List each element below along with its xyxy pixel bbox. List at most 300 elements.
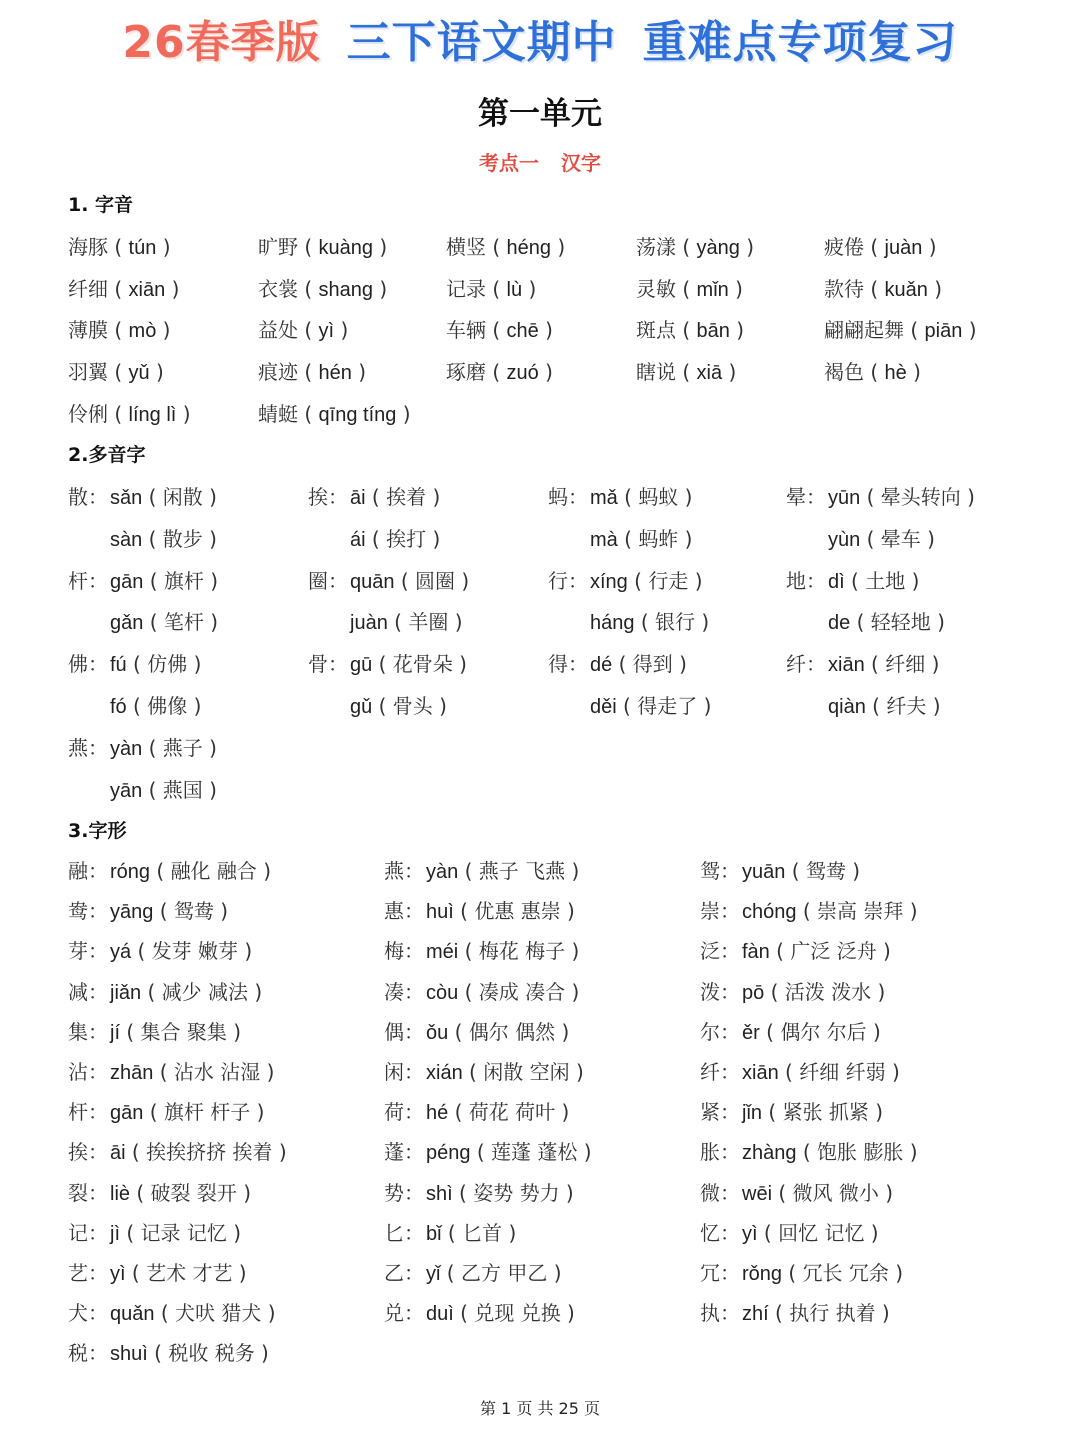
words: 荷花 荷叶 bbox=[468, 1100, 556, 1125]
words: 挨着 bbox=[386, 485, 427, 509]
pinyin: bān bbox=[696, 320, 730, 343]
paren-open: ( bbox=[108, 318, 129, 343]
words: 鸳鸯 bbox=[805, 859, 846, 883]
glyph-item bbox=[700, 1218, 879, 1249]
words: 鸳鸯 bbox=[173, 899, 214, 924]
pinyin: qīng tíng bbox=[318, 403, 397, 426]
polyphonic-item bbox=[786, 691, 941, 722]
paren-close: ) bbox=[426, 485, 441, 509]
polyphonic-item bbox=[68, 733, 217, 764]
paren-close: ) bbox=[250, 1100, 265, 1125]
pinyin: de bbox=[828, 612, 851, 635]
pronunciation-item bbox=[68, 232, 171, 263]
words: 蚂蚁 bbox=[638, 485, 679, 509]
point-title bbox=[0, 148, 1080, 178]
pinyin: yàn bbox=[110, 737, 143, 760]
paren-close: ) bbox=[226, 1220, 242, 1245]
pinyin: héng bbox=[506, 237, 552, 259]
pronunciation-item bbox=[258, 232, 387, 263]
paren-open: ( bbox=[372, 694, 393, 718]
polyphonic-item bbox=[786, 649, 939, 680]
paren-open: ( bbox=[676, 235, 697, 259]
pronunciation-item bbox=[68, 399, 191, 430]
glyph-item bbox=[700, 856, 860, 887]
word: 伶俐 bbox=[68, 401, 108, 426]
pinyin: jí bbox=[110, 1021, 120, 1044]
paren-open: ( bbox=[676, 318, 697, 343]
character: 芽： bbox=[68, 939, 108, 964]
paren-open: ( bbox=[796, 1140, 818, 1165]
pinyin: zuó bbox=[506, 362, 539, 385]
paren-open: ( bbox=[860, 526, 881, 551]
word: 横竖 bbox=[446, 235, 486, 259]
paren-open: ( bbox=[142, 485, 163, 509]
paren-open: ( bbox=[125, 1140, 147, 1165]
character: 乙： bbox=[384, 1261, 424, 1285]
pinyin: wēi bbox=[742, 1182, 773, 1205]
paren-close: ) bbox=[156, 235, 171, 259]
paren-open: ( bbox=[452, 1180, 474, 1205]
paren-open: ( bbox=[785, 859, 806, 883]
paren-open: ( bbox=[458, 859, 479, 883]
paren-open: ( bbox=[676, 276, 697, 301]
paren-open: ( bbox=[387, 610, 409, 635]
polyphonic-item bbox=[548, 649, 687, 680]
glyph-item bbox=[68, 1338, 269, 1369]
character: 散： bbox=[68, 485, 108, 509]
paren-close: ) bbox=[448, 610, 463, 635]
section-title-pronunciation: 1. 字音 bbox=[68, 194, 134, 216]
character: 紧： bbox=[700, 1100, 740, 1125]
words: 轻轻地 bbox=[870, 610, 931, 635]
paren-close: ) bbox=[905, 568, 920, 593]
paren-open: ( bbox=[772, 1180, 793, 1205]
glyph-item bbox=[384, 856, 579, 887]
paren-open: ( bbox=[298, 276, 319, 301]
words: 散步 bbox=[162, 526, 203, 551]
words: 纤细 纤弱 bbox=[799, 1060, 886, 1084]
glyph-item bbox=[384, 1017, 569, 1048]
paren-close: ) bbox=[559, 1180, 574, 1205]
polyphonic-item bbox=[308, 607, 463, 638]
paren-open: ( bbox=[142, 777, 163, 802]
paren-close: ) bbox=[396, 401, 411, 426]
pronunciation-item bbox=[446, 357, 553, 388]
words: 兑现 兑换 bbox=[474, 1301, 561, 1326]
words: 冗长 冗余 bbox=[802, 1261, 889, 1285]
paren-open: ( bbox=[768, 1301, 790, 1326]
glyph-item bbox=[384, 1137, 592, 1168]
paren-open: ( bbox=[616, 694, 638, 718]
glyph-item bbox=[384, 1097, 569, 1128]
pinyin: gǎn bbox=[110, 612, 144, 635]
character: 艺： bbox=[68, 1261, 108, 1285]
pinyin: lù bbox=[506, 278, 523, 301]
pinyin: āi bbox=[350, 487, 366, 509]
character: 裂： bbox=[68, 1180, 108, 1205]
words: 执行 执着 bbox=[789, 1301, 876, 1326]
paren-open: ( bbox=[796, 899, 818, 924]
pinyin: shì bbox=[426, 1182, 453, 1205]
pinyin: ái bbox=[350, 528, 366, 551]
paren-close: ) bbox=[203, 610, 219, 635]
pinyin: yàng bbox=[696, 237, 740, 259]
paren-open: ( bbox=[860, 485, 881, 509]
polyphonic-item bbox=[68, 566, 218, 597]
paren-close: ) bbox=[203, 568, 219, 593]
paren-close: ) bbox=[569, 1060, 584, 1084]
character: 冗： bbox=[700, 1261, 740, 1285]
unit-title: 第一单元 bbox=[478, 96, 602, 132]
paren-open: ( bbox=[850, 610, 871, 635]
glyph-item bbox=[700, 1097, 883, 1128]
pinyin: yǔ bbox=[128, 362, 150, 385]
paren-open: ( bbox=[153, 1060, 174, 1084]
pronunciation-item bbox=[446, 232, 565, 263]
pinyin: jǐn bbox=[742, 1102, 763, 1125]
pronunciation-item bbox=[636, 357, 736, 388]
pinyin: gān bbox=[110, 570, 144, 593]
word: 蜻蜓 bbox=[258, 401, 298, 426]
paren-open: ( bbox=[147, 1341, 169, 1366]
pronunciation-item bbox=[824, 357, 921, 388]
word: 琢磨 bbox=[446, 360, 486, 385]
pronunciation-item bbox=[446, 274, 536, 305]
paren-open: ( bbox=[676, 360, 697, 385]
glyph-item bbox=[384, 896, 575, 927]
character: 佛： bbox=[68, 652, 108, 677]
paren-open: ( bbox=[108, 401, 129, 426]
character: 泛： bbox=[700, 939, 740, 964]
glyph-item bbox=[68, 936, 252, 967]
pinyin: duì bbox=[426, 1303, 454, 1326]
character: 融： bbox=[68, 859, 108, 883]
pinyin: líng lì bbox=[128, 403, 177, 426]
paren-close: ) bbox=[334, 318, 349, 343]
words: 集合 聚集 bbox=[140, 1019, 227, 1044]
words: 崇高 崇拜 bbox=[817, 899, 904, 924]
character: 地： bbox=[786, 568, 826, 593]
paren-close: ) bbox=[248, 979, 263, 1004]
pinyin: tún bbox=[128, 237, 157, 259]
paren-close: ) bbox=[878, 1180, 894, 1205]
paren-open: ( bbox=[462, 1060, 484, 1084]
paren-close: ) bbox=[202, 735, 217, 760]
polyphonic-item bbox=[308, 649, 467, 680]
pinyin: yǐ bbox=[426, 1263, 441, 1285]
paren-close: ) bbox=[695, 610, 710, 635]
paren-open: ( bbox=[298, 235, 319, 259]
paren-open: ( bbox=[865, 694, 887, 718]
words: 花骨朵 bbox=[392, 652, 453, 677]
paren-open: ( bbox=[448, 1100, 469, 1125]
polyphonic-item bbox=[308, 691, 447, 722]
words: 旗杆 杆子 bbox=[163, 1100, 251, 1125]
pronunciation-item bbox=[824, 315, 977, 346]
pinyin: gǔ bbox=[350, 696, 373, 718]
words: 优惠 惠崇 bbox=[474, 899, 561, 924]
paren-close: ) bbox=[565, 979, 580, 1004]
paren-open: ( bbox=[154, 1301, 176, 1326]
character: 纤： bbox=[700, 1060, 740, 1084]
paren-open: ( bbox=[298, 401, 319, 426]
words: 蚂蚱 bbox=[638, 526, 679, 551]
polyphonic-item bbox=[786, 482, 975, 513]
pinyin: quǎn bbox=[110, 1303, 155, 1326]
paren-open: ( bbox=[448, 1019, 469, 1044]
paren-close: ) bbox=[960, 485, 975, 509]
paren-close: ) bbox=[260, 1060, 275, 1084]
paren-close: ) bbox=[729, 318, 745, 343]
pinyin: yì bbox=[742, 1222, 758, 1245]
words: 晕车 bbox=[880, 526, 921, 551]
banner-title bbox=[0, 8, 1080, 78]
glyph-item bbox=[384, 977, 579, 1008]
words: 发芽 嫩芽 bbox=[151, 939, 239, 964]
paren-open: ( bbox=[130, 1180, 151, 1205]
paren-open: ( bbox=[769, 939, 791, 964]
glyph-item bbox=[700, 977, 885, 1008]
pinyin: ěr bbox=[742, 1021, 760, 1044]
words: 行走 bbox=[648, 568, 689, 593]
character: 犬： bbox=[68, 1301, 108, 1326]
pinyin: péng bbox=[426, 1142, 471, 1165]
glyph-item bbox=[700, 1137, 918, 1168]
pinyin: fàn bbox=[742, 941, 770, 964]
paren-open: ( bbox=[143, 610, 164, 635]
paren-open: ( bbox=[440, 1261, 461, 1285]
words: 饱胀 膨胀 bbox=[817, 1140, 904, 1165]
paren-close: ) bbox=[538, 318, 553, 343]
paren-close: ) bbox=[903, 899, 918, 924]
pinyin: mà bbox=[590, 528, 618, 551]
character: 燕： bbox=[384, 859, 424, 883]
paren-close: ) bbox=[551, 235, 566, 259]
pinyin: xiān bbox=[828, 654, 865, 677]
polyphonic-item bbox=[548, 607, 709, 638]
paren-close: ) bbox=[728, 276, 743, 301]
words: 骨头 bbox=[392, 694, 433, 718]
glyph-item bbox=[68, 896, 228, 927]
paren-open: ( bbox=[486, 318, 507, 343]
character: 胀： bbox=[700, 1140, 740, 1165]
pinyin: róng bbox=[110, 861, 151, 883]
paren-open: ( bbox=[762, 1100, 783, 1125]
words: 艺术 才艺 bbox=[146, 1261, 233, 1285]
glyph-item bbox=[700, 1298, 890, 1329]
paren-close: ) bbox=[226, 1019, 242, 1044]
pinyin: ǒu bbox=[426, 1021, 449, 1044]
word: 旷野 bbox=[258, 235, 298, 259]
pinyin: fú bbox=[110, 654, 127, 677]
paren-open: ( bbox=[453, 1301, 475, 1326]
paren-close: ) bbox=[187, 694, 202, 718]
paren-open: ( bbox=[617, 485, 639, 509]
paren-close: ) bbox=[176, 401, 191, 426]
paren-close: ) bbox=[697, 694, 712, 718]
paren-close: ) bbox=[555, 1019, 570, 1044]
glyph-item bbox=[68, 1097, 264, 1128]
paren-close: ) bbox=[927, 276, 943, 301]
pinyin: xián bbox=[426, 1062, 463, 1084]
pinyin: yùn bbox=[828, 528, 861, 551]
words: 得到 bbox=[632, 652, 673, 677]
words: 旗杆 bbox=[163, 568, 204, 593]
paren-open: ( bbox=[125, 1261, 147, 1285]
pinyin: bǐ bbox=[426, 1222, 442, 1245]
word: 纤细 bbox=[68, 276, 108, 301]
words: 减少 减法 bbox=[161, 979, 249, 1004]
character: 行： bbox=[548, 568, 588, 593]
glyph-item bbox=[384, 1218, 516, 1249]
pinyin: xiān bbox=[128, 278, 166, 301]
pinyin: yá bbox=[110, 941, 132, 964]
paren-open: ( bbox=[864, 360, 885, 385]
paren-close: ) bbox=[522, 276, 537, 301]
paren-open: ( bbox=[778, 1060, 800, 1084]
words: 笔杆 bbox=[163, 610, 204, 635]
paren-open: ( bbox=[394, 568, 416, 593]
pinyin: còu bbox=[426, 981, 459, 1004]
polyphonic-item bbox=[548, 482, 693, 513]
paren-close: ) bbox=[875, 1301, 890, 1326]
polyphonic-item bbox=[786, 524, 935, 555]
paren-close: ) bbox=[930, 610, 945, 635]
glyph-item bbox=[68, 1258, 247, 1289]
paren-close: ) bbox=[868, 1100, 884, 1125]
paren-close: ) bbox=[560, 899, 575, 924]
pinyin: qiàn bbox=[828, 696, 866, 718]
pinyin: yuān bbox=[742, 861, 786, 883]
words: 土地 bbox=[865, 568, 906, 593]
paren-close: ) bbox=[261, 1301, 276, 1326]
pronunciation-item bbox=[636, 232, 754, 263]
paren-open: ( bbox=[764, 979, 785, 1004]
word: 灵敏 bbox=[636, 276, 676, 301]
word: 记录 bbox=[446, 276, 486, 301]
paren-open: ( bbox=[142, 735, 163, 760]
character: 记： bbox=[68, 1220, 108, 1245]
polyphonic-item bbox=[68, 524, 217, 555]
words: 姿势 势力 bbox=[473, 1180, 560, 1205]
pinyin: háng bbox=[590, 612, 635, 635]
pronunciation-item bbox=[258, 315, 348, 346]
paren-close: ) bbox=[876, 939, 891, 964]
glyph-item bbox=[384, 936, 579, 967]
word: 海豚 bbox=[68, 235, 108, 259]
pinyin: zhí bbox=[742, 1303, 769, 1326]
polyphonic-item bbox=[548, 691, 711, 722]
paren-close: ) bbox=[688, 568, 703, 593]
words: 微风 微小 bbox=[792, 1180, 879, 1205]
paren-open: ( bbox=[864, 652, 886, 677]
character: 势： bbox=[384, 1180, 424, 1205]
paren-open: ( bbox=[759, 1019, 781, 1044]
pronunciation-item bbox=[258, 274, 387, 305]
words: 融化 融合 bbox=[170, 859, 257, 883]
words: 偶尔 偶然 bbox=[468, 1019, 556, 1044]
pinyin: kuàng bbox=[318, 237, 374, 259]
words: 佛像 bbox=[147, 694, 188, 718]
pinyin: hén bbox=[318, 362, 352, 385]
paren-close: ) bbox=[577, 1140, 592, 1165]
words: 梅花 梅子 bbox=[478, 939, 566, 964]
character: 燕： bbox=[68, 735, 108, 760]
paren-close: ) bbox=[254, 1341, 269, 1366]
paren-close: ) bbox=[452, 652, 467, 677]
character: 得： bbox=[548, 652, 588, 677]
pinyin: xíng bbox=[590, 570, 628, 593]
character: 崇： bbox=[700, 899, 740, 924]
paren-open: ( bbox=[298, 318, 319, 343]
page-footer: 第 1 页 共 25 页 bbox=[480, 1399, 600, 1418]
character: 税： bbox=[68, 1341, 108, 1366]
character: 骨： bbox=[308, 652, 348, 677]
words: 燕子 飞燕 bbox=[478, 859, 566, 883]
pronunciation-item bbox=[68, 274, 179, 305]
paren-open: ( bbox=[108, 235, 129, 259]
words: 得走了 bbox=[637, 694, 698, 718]
glyph-item bbox=[700, 1017, 881, 1048]
pinyin: méi bbox=[426, 941, 459, 964]
character: 晕： bbox=[786, 485, 826, 509]
paren-open: ( bbox=[486, 360, 507, 385]
words: 闲散 空闲 bbox=[483, 1060, 570, 1084]
glyph-item bbox=[700, 1178, 893, 1209]
words: 活泼 泼水 bbox=[784, 979, 872, 1004]
paren-close: ) bbox=[213, 899, 229, 924]
word: 疲倦 bbox=[824, 235, 864, 259]
paren-open: ( bbox=[634, 610, 656, 635]
character: 惠： bbox=[384, 899, 424, 924]
paren-open: ( bbox=[458, 979, 479, 1004]
pinyin: āi bbox=[110, 1142, 126, 1165]
paren-close: ) bbox=[739, 235, 755, 259]
paren-open: ( bbox=[131, 939, 152, 964]
pinyin: quān bbox=[350, 570, 395, 593]
pinyin: kuǎn bbox=[884, 278, 928, 301]
words: 回忆 记忆 bbox=[778, 1220, 865, 1245]
paren-close: ) bbox=[925, 652, 940, 677]
paren-close: ) bbox=[426, 526, 441, 551]
pronunciation-item bbox=[258, 399, 411, 430]
paren-close: ) bbox=[547, 1261, 562, 1285]
pronunciation-item bbox=[824, 232, 937, 263]
paren-close: ) bbox=[845, 859, 861, 883]
glyph-item bbox=[68, 1057, 274, 1088]
paren-close: ) bbox=[678, 526, 693, 551]
words: 圆圈 bbox=[415, 568, 456, 593]
character: 荷： bbox=[384, 1100, 424, 1125]
glyph-item bbox=[700, 896, 918, 927]
character: 蚂： bbox=[548, 485, 588, 509]
character: 梅： bbox=[384, 939, 424, 964]
pinyin: pō bbox=[742, 981, 765, 1004]
polyphonic-item bbox=[68, 775, 217, 806]
pinyin: jì bbox=[110, 1222, 120, 1245]
pinyin: yūn bbox=[828, 487, 861, 509]
pinyin: shang bbox=[318, 278, 374, 301]
pronunciation-item bbox=[258, 357, 366, 388]
paren-open: ( bbox=[150, 859, 171, 883]
paren-open: ( bbox=[864, 235, 885, 259]
paren-close: ) bbox=[432, 694, 447, 718]
pinyin: jiǎn bbox=[110, 981, 142, 1004]
character: 纤： bbox=[786, 652, 826, 677]
pinyin: xiān bbox=[742, 1062, 779, 1084]
paren-open: ( bbox=[453, 899, 475, 924]
pronunciation-item bbox=[824, 274, 942, 305]
